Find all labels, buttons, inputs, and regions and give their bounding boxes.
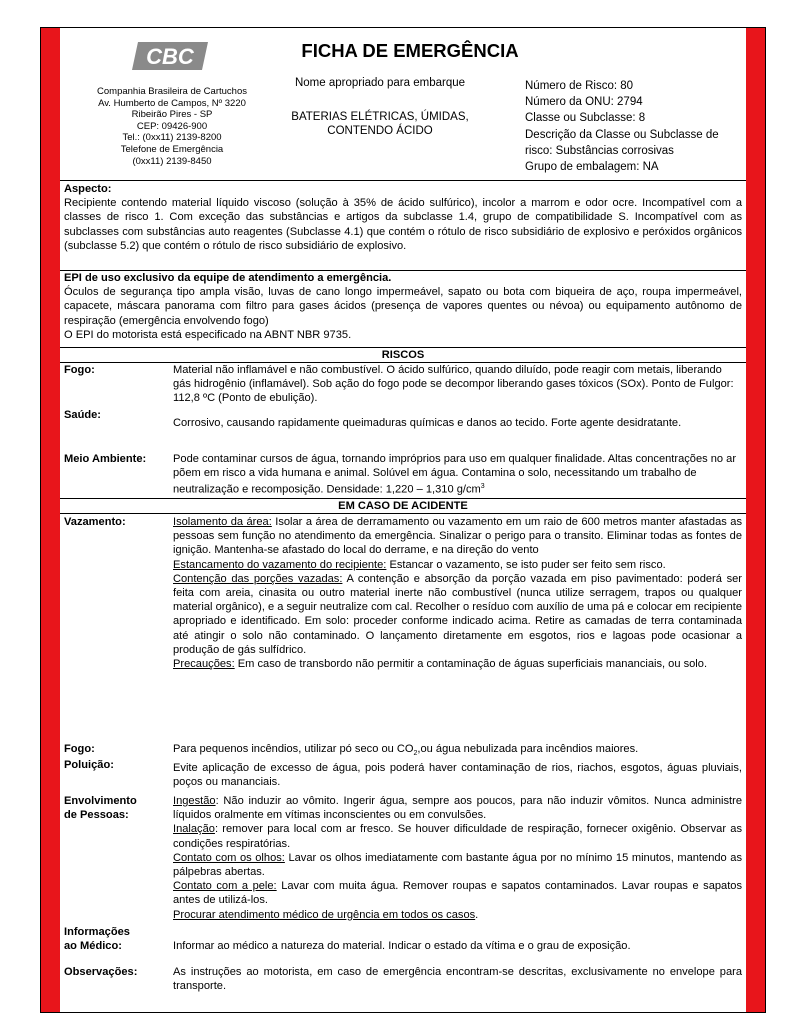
risk-line: risco: Substâncias corrosivas [525,144,674,157]
product-name-line: CONTENDO ÁCIDO [327,125,433,137]
riscos-saude-text: Corrosivo, causando rapidamente queimaduras químicas e danos ao tecido. Forte agente desidratante. [173,417,682,429]
pele-para [173,879,742,907]
procurar-title: Procurar atendimento médico de urgência em todos os casos [173,908,476,921]
riscos-fogo-text: Material não inflamável e não combustível. O ácido sulfúrico, quando diluído, pode reagir com metais, liberando gás hidrogênio (inflamável). Sob ação do fogo pode se decompor liberando gases tóxicos (SOx). Ponto de Fulgor: 112,8 ºC (Ponto de ebulição). [173,364,734,405]
pele-title: Contato com a pele: [173,880,277,893]
poluicao-label: Poluição: [64,759,114,771]
inalacao-title: Inalação [173,823,215,836]
acidente-fogo-label: Fogo: [64,743,95,755]
risk-line: Descrição da Classe ou Subclasse de [525,128,719,141]
company-info [62,86,282,167]
informacoes-label-line: ao Médico: [64,940,122,953]
precaucoes-title: Precauções: [173,658,235,671]
informacoes-label [64,925,130,953]
fogo-text-1: Para pequenos incêndios, utilizar pó seco ou CO [173,743,414,755]
ingestao-para [173,794,742,822]
company-line: Companhia Brasileira de Cartuchos [97,86,247,97]
precaucoes-para [173,657,742,671]
risk-line: Classe ou Subclasse: 8 [525,112,646,125]
ingestao-title: Ingestão [173,795,216,807]
epi-label: EPI de uso exclusivo da equipe de atendimento a emergência. [64,272,392,284]
aspecto-section [60,182,746,253]
risk-info [525,78,765,175]
inalacao-para [173,822,742,850]
company-line: CEP: 09426-900 [136,120,208,132]
vazamento-text [173,515,742,671]
procurar-text: . [475,908,479,921]
poluicao-text: Evite aplicação de excesso de água, pois poderá haver contaminação de rios, riachos, esgotos, águas pluviais, poços ou mananciais. [173,762,742,789]
divider [60,513,746,514]
acidente-heading: EM CASO DE ACIDENTE [338,500,468,512]
riscos-meio-text [173,452,742,497]
informacoes-label-line: Informações [64,926,130,938]
riscos-meio-sup: 3 [480,483,485,491]
epi-section [60,271,746,342]
header [60,28,746,181]
sheet-content [60,28,746,1012]
riscos-meio-body: Pode contaminar cursos de água, tornando impróprios para uso em qualquer finalidade. Altas concentrações no ar põem em risco a vida humana e animal. Solúvel em água. Contamina o solo, necessitando um trabalho de neutralização e recomposição. Densidade: 1,220 – 1,310 g/cm [173,453,737,497]
envolvimento-label-line: Envolvimento [64,795,137,807]
right-red-bar [746,28,765,1012]
company-line: (0xx11) 2139-8450 [132,155,212,167]
riscos-heading: RISCOS [381,349,425,361]
acidente-fogo-text [173,742,742,761]
contencao-para [173,572,742,657]
riscos-fogo-label: Fogo: [64,364,95,376]
estancamento-title: Estancamento do vazamento do recipiente: [173,558,387,571]
fogo-text-2: ,ou água nebulizada para incêndios maiores. [417,743,639,755]
ingestao-text: : Não induzir ao vômito. Ingerir água, sempre aos poucos, para não induzir vômitos. Nunca administre líquidos oralmente em vítimas inconscientes ou em convulsões. [173,795,742,822]
envolvimento-label-line: de Pessoas: [64,809,129,822]
precaucoes-text: Em caso de transbordo não permitir a contaminação de águas superficiais mananciais, ou solo. [234,658,708,671]
risk-line: Número de Risco: 80 [525,80,634,92]
aspecto-label: Aspecto: [64,183,112,195]
olhos-text: Lavar os olhos imediatamente com bastante água por no mínimo 15 minutos, mantendo as pálpebras abertas. [173,851,742,879]
aspecto-text: Recipiente contendo material líquido viscoso (solução à 35% de ácido sulfúrico), incolor a marrom e odor ocre. Incompatível com a classes de risco 1. Com exceção das substâncias e artigos da subclasse 1.4, grupo de compatibilidade S. Incompatível com as subclasses com substâncias auto reagentes (Subclasse 4.1) que contém o rótulo de risco subsidiário de explosivo e peróxidos orgânicos (subclasse 5.2) que contém o rótulo de risco subsidiário de explosivo. [64,197,742,252]
estancamento-para [173,558,742,572]
company-line: Tel.: (0xx11) 2139-8200 [122,132,222,144]
isolamento-text: Isolar a área de derramamento ou vazamento em um raio de 600 metros manter afastadas as pessoas sem função no atendimento da emergência. Sinalizar o perigo para o transito. Eliminar todas as fontes de ignição. Mantenha-se afastado do local do derrame, e na direção do vento [173,516,742,557]
observacoes-label: Observações: [64,966,138,978]
company-line: Ribeirão Pires - SP [131,109,213,121]
cbc-logo [132,38,212,74]
vazamento-label: Vazamento: [64,516,126,528]
envolvimento-text [173,794,742,922]
inalacao-text: : remover para local com ar fresco. Se houver dificuldade de respiração, fornecer oxigênio. Observar as condições respiratórias. [173,823,742,850]
riscos-saude-label: Saúde: [64,409,101,421]
left-red-bar [41,28,60,1012]
riscos-heading-row [60,348,746,362]
observacoes-text: As instruções ao motorista, em caso de emergência encontram-se descritas, exclusivamente no envelope para transporte. [173,966,742,993]
olhos-para [173,851,742,879]
isolamento-title: Isolamento da área: [173,516,272,528]
product-name-line: BATERIAS ELÉTRICAS, ÚMIDAS, [291,111,469,123]
company-line: Telefone de Emergência [120,143,224,155]
fogo-sub: 2 [413,750,418,758]
olhos-title: Contato com os olhos: [173,851,285,864]
informacoes-text: Informar ao médico a natureza do material. Indicar o estado da vítima e o grau de exposição. [173,940,631,952]
emergency-sheet [40,27,766,1013]
procurar-para [173,908,742,922]
page-title: FICHA DE EMERGÊNCIA [301,40,519,61]
riscos-meio-label: Meio Ambiente: [64,453,147,465]
estancamento-text: Estancar o vazamento, se isto puder ser feito sem risco. [386,558,666,571]
shipping-name-label: Nome apropriado para embarque [294,77,466,89]
acidente-heading-row [60,499,746,513]
risk-line: Grupo de embalagem: NA [525,161,659,174]
logo-text: CBC [146,44,194,69]
product-name [265,110,495,138]
isolamento-para [173,515,742,558]
contencao-title: Contenção das porções vazadas: [173,572,343,585]
pele-text: Lavar com muita água. Remover roupas e sapatos contaminados. Lavar roupas e sapatos antes de utilizá-los. [173,880,742,907]
contencao-text: A contenção e absorção da porção vazada em piso pavimentado: poderá ser feita com areia, cinasita ou outro material inerte não combustível (nunca utilize serragem, trapos ou qualquer material orgânico), e a seguir neutralize com cal. Recolher o resíduo com auxílio de uma pá e colocar em recipiente apropriado e identificado. Em solo: proceder conforme indicado acima. Retire as camadas de terra contaminada até atingir o solo não contaminado. O lançamento diretamente em esgotos, rios e lagoas pode ocasionar a produção de gás sulfídrico. [173,572,742,656]
company-line: Av. Humberto de Campos, Nº 3220 [98,97,246,109]
envolvimento-label [64,794,137,822]
epi-text: Óculos de segurança tipo ampla visão, luvas de cano longo impermeável, sapato ou bota com biqueira de aço, roupa impermeável, capacete, máscara panorama com filtro para gases ácidos (presença de vapores quentes ou névoa) ou equipamento autônomo de respiração (emergência envolvendo fogo) [64,286,742,327]
risk-line: Número da ONU: 2794 [525,96,643,109]
epi-motorista: O EPI do motorista está especificado na ABNT NBR 9735. [64,328,352,341]
